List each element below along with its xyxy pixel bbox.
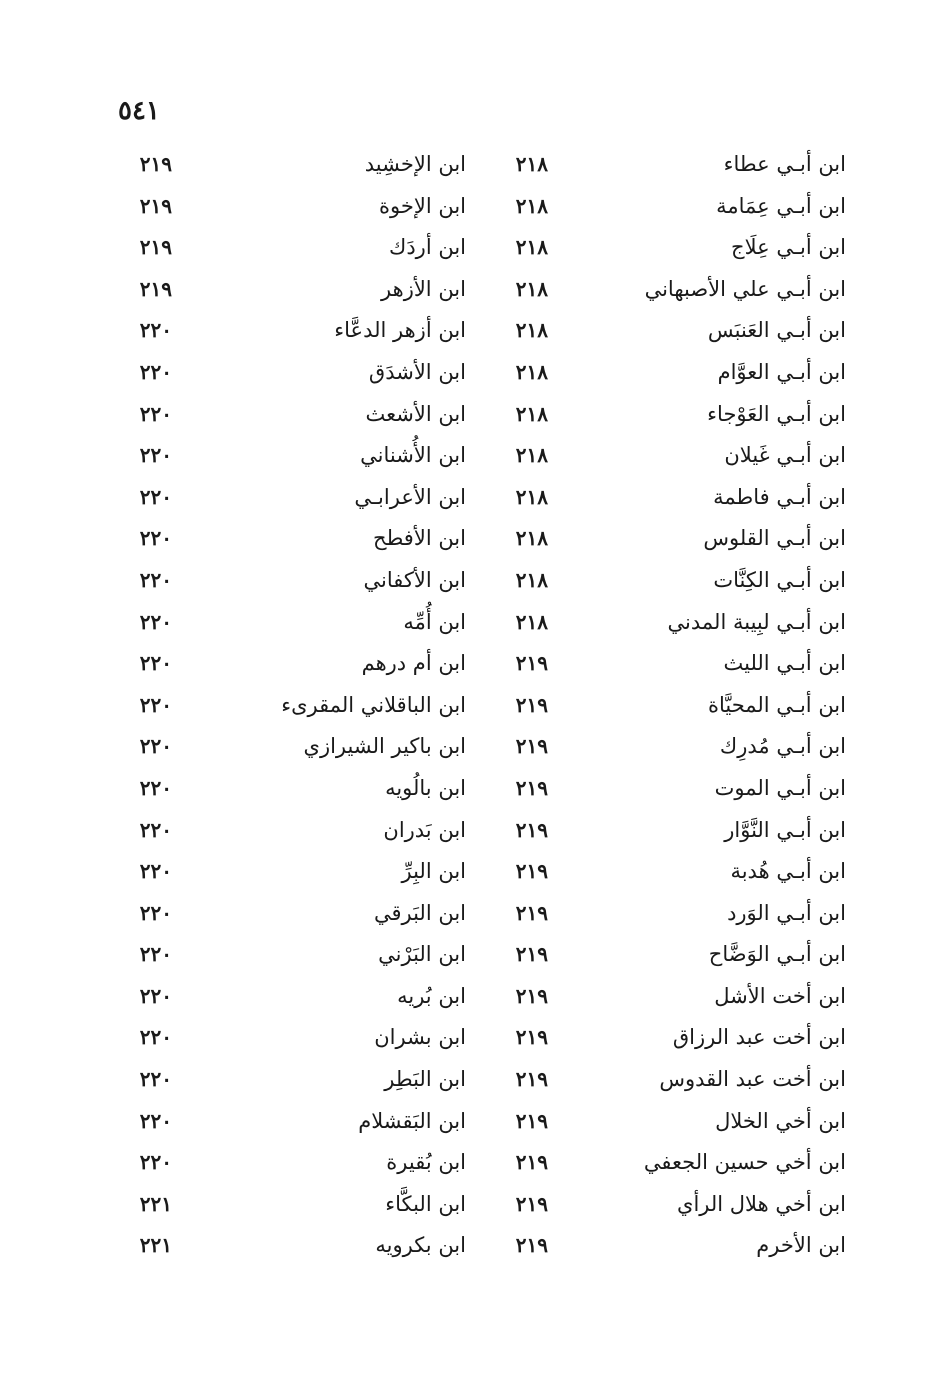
- entry-name-right: ابن أبـي القلوس: [703, 526, 846, 551]
- entry-page-right: ٢١٨: [515, 152, 548, 176]
- entry-page-right: ٢١٨: [515, 526, 548, 551]
- entry-page-left: ٢٢٠: [139, 1108, 172, 1133]
- index-row: [0, 1059, 934, 1101]
- entry-name-left: ابن باكير الشيرازي: [303, 734, 466, 759]
- entry-page-left: ٢١٩: [139, 152, 172, 176]
- entry-name-left: ابن أردَك: [389, 235, 466, 260]
- index-row: [0, 1184, 934, 1226]
- entry-page-right: ٢١٩: [515, 775, 548, 800]
- entry-name-left: ابن الأكفاني: [363, 567, 466, 592]
- entry-name-right: ابن الأخرم: [756, 1233, 846, 1258]
- entry-page-right: ٢١٨: [515, 276, 548, 301]
- entry-page-right: ٢١٩: [515, 942, 548, 967]
- entry-name-left: ابن الأزهر: [381, 276, 466, 301]
- entry-name-right: ابن أبـي الوَرد: [727, 900, 846, 925]
- entry-name-right: ابن أبـي هُدبة: [730, 859, 846, 884]
- entry-name-left: ابن البكَّاء: [385, 1191, 466, 1216]
- index-row: [0, 269, 934, 311]
- index-row: [0, 976, 934, 1018]
- entry-name-right: ابن أبـي العَوْجاء: [707, 401, 846, 426]
- entry-page-right: ٢١٩: [515, 1108, 548, 1133]
- entry-page-right: ٢١٨: [515, 401, 548, 426]
- entry-name-left: ابن بشران: [374, 1025, 466, 1050]
- entry-page-right: ٢١٩: [515, 1150, 548, 1175]
- entry-name-right: ابن أبـي الموت: [714, 775, 846, 800]
- entry-page-right: ٢١٨: [515, 235, 548, 260]
- entry-name-left: ابن البَرْني: [378, 942, 466, 967]
- entry-page-left: ٢٢١: [139, 1191, 172, 1216]
- entry-page-left: ٢٢٠: [139, 692, 172, 717]
- entry-name-right: ابن أبـي عِمَامة: [716, 193, 846, 218]
- entry-page-right: ٢١٨: [515, 484, 548, 509]
- entry-name-left: ابن الأعرابـي: [354, 484, 466, 509]
- entry-name-left: ابن الأفطح: [373, 526, 466, 551]
- index-row: [0, 602, 934, 644]
- entry-name-left: ابن أُمِّه: [403, 609, 466, 634]
- entry-page-right: ٢١٩: [515, 1025, 548, 1050]
- entry-page-left: ٢٢٠: [139, 1025, 172, 1050]
- entry-name-left: ابن بالُويه: [385, 775, 466, 800]
- entry-name-left: ابن بَدران: [383, 817, 466, 842]
- entry-name-right: ابن أخت عبد القدوس: [659, 1067, 846, 1092]
- entry-page-left: ٢١٩: [139, 193, 172, 218]
- entry-page-right: ٢١٩: [515, 817, 548, 842]
- index-row: [0, 477, 934, 519]
- index-row: [0, 310, 934, 352]
- entry-name-left: ابن الأشدَق: [368, 359, 466, 384]
- entry-page-right: ٢١٩: [515, 651, 548, 676]
- entry-page-left: ٢٢٠: [139, 1067, 172, 1092]
- entry-name-left: ابن بكرويه: [375, 1233, 466, 1258]
- entry-name-left: ابن الإخوة: [379, 193, 466, 218]
- entry-name-right: ابن أبـي علي الأصبهاني: [644, 276, 846, 301]
- entry-page-left: ٢٢٠: [139, 443, 172, 468]
- entry-name-left: ابن البَرقي: [373, 900, 466, 925]
- index-row: [0, 186, 934, 228]
- entry-page-left: ٢٢٠: [139, 983, 172, 1008]
- entry-name-right: ابن أبـي المحيَّاة: [707, 692, 846, 717]
- entry-page-left: ٢٢٠: [139, 817, 172, 842]
- entry-page-right: ٢١٩: [515, 983, 548, 1008]
- entry-page-left: ٢٢٠: [139, 942, 172, 967]
- index-row: [0, 768, 934, 810]
- entry-page-left: ٢٢٠: [139, 859, 172, 884]
- index-row: [0, 685, 934, 727]
- index-row: [0, 435, 934, 477]
- entry-page-left: ٢٢٠: [139, 484, 172, 509]
- entry-page-left: ٢٢٠: [139, 318, 172, 343]
- entry-name-left: ابن بُقيرة: [386, 1150, 466, 1175]
- entry-name-left: ابن البَطِر: [384, 1067, 466, 1092]
- index-row: [0, 934, 934, 976]
- entry-page-left: ٢٢٠: [139, 401, 172, 426]
- entry-name-left: ابن البِرِّ: [401, 859, 466, 884]
- entry-name-right: ابن أخي هلال الرأي: [677, 1191, 846, 1216]
- entry-page-left: ٢٢٠: [139, 651, 172, 676]
- entry-page-right: ٢١٨: [515, 318, 548, 343]
- entry-name-left: ابن الإخشِيد: [364, 152, 466, 176]
- index-row: [0, 726, 934, 768]
- index-row: [0, 1017, 934, 1059]
- entry-page-left: ٢٢١: [139, 1233, 172, 1258]
- entry-name-right: ابن أبـي العَنبَس: [707, 318, 846, 343]
- entry-page-right: ٢١٨: [515, 609, 548, 634]
- entry-name-right: ابن أبـي فاطمة: [713, 484, 846, 509]
- entry-name-right: ابن أبـي عطاء: [723, 152, 846, 176]
- entry-name-right: ابن أبـي الليث: [723, 651, 846, 676]
- index-row: [0, 560, 934, 602]
- entry-page-right: ٢١٩: [515, 692, 548, 717]
- entry-page-right: ٢١٩: [515, 734, 548, 759]
- entry-page-right: ٢١٨: [515, 567, 548, 592]
- entry-name-right: ابن أخي حسين الجعفي: [643, 1150, 846, 1175]
- entry-name-right: ابن أبـي غَيلان: [724, 443, 846, 468]
- entry-page-left: ٢٢٠: [139, 359, 172, 384]
- index-row: [0, 810, 934, 852]
- entry-name-right: ابن أخي الخلال: [715, 1108, 846, 1133]
- entry-name-right: ابن أخت عبد الرزاق: [672, 1025, 846, 1050]
- entry-page-right: ٢١٨: [515, 193, 548, 218]
- entry-page-right: ٢١٨: [515, 359, 548, 384]
- entry-page-left: ٢٢٠: [139, 1150, 172, 1175]
- entry-page-left: ٢٢٠: [139, 609, 172, 634]
- entry-name-right: ابن أبـي عِلَاج: [731, 235, 846, 260]
- entry-page-left: ٢١٩: [139, 235, 172, 260]
- entry-name-left: ابن الأُشناني: [360, 443, 466, 468]
- entry-page-left: ٢٢٠: [139, 900, 172, 925]
- index-row: [0, 893, 934, 935]
- entry-name-right: ابن أبـي العوَّام: [717, 359, 846, 384]
- index-row: [0, 1225, 934, 1267]
- index-row: [0, 851, 934, 893]
- entry-name-left: ابن البَقشلام: [358, 1108, 466, 1133]
- index-row: [0, 1101, 934, 1143]
- entry-page-left: ٢١٩: [139, 276, 172, 301]
- entry-page-left: ٢٢٠: [139, 526, 172, 551]
- entry-page-right: ٢١٨: [515, 443, 548, 468]
- entry-page-right: ٢١٩: [515, 1191, 548, 1216]
- entry-page-right: ٢١٩: [515, 1067, 548, 1092]
- entry-name-left: ابن الأشعث: [365, 401, 466, 426]
- entry-name-left: ابن أزهر الدعَّاء: [334, 318, 466, 343]
- entry-name-right: ابن أبـي الكِنَّات: [713, 567, 846, 592]
- index-row: [0, 227, 934, 269]
- entry-name-left: ابن بُريه: [397, 983, 466, 1008]
- index-row: [0, 518, 934, 560]
- index-row: [0, 144, 934, 186]
- entry-name-right: ابن أبـي النَّوَّار: [724, 817, 846, 842]
- entry-page-left: ٢٢٠: [139, 775, 172, 800]
- index-row: [0, 352, 934, 394]
- entry-name-right: ابن أبـي مُدرِك: [719, 734, 846, 759]
- entry-page-right: ٢١٩: [515, 1233, 548, 1258]
- entry-name-right: ابن أبـي الوَضَّاح: [708, 942, 846, 967]
- entry-page-left: ٢٢٠: [139, 567, 172, 592]
- index-row: [0, 394, 934, 436]
- index-row: [0, 643, 934, 685]
- page-number: ٥٤١: [118, 96, 160, 126]
- entry-name-right: ابن أبـي لبِيبة المدني: [667, 609, 846, 634]
- index-list: [0, 144, 934, 1267]
- entry-name-left: ابن أم درهم: [361, 651, 466, 676]
- entry-page-right: ٢١٩: [515, 859, 548, 884]
- entry-page-right: ٢١٩: [515, 900, 548, 925]
- entry-name-right: ابن أخت الأشل: [714, 983, 846, 1008]
- entry-page-left: ٢٢٠: [139, 734, 172, 759]
- entry-name-left: ابن الباقلاني المقرىء: [281, 692, 466, 717]
- index-row: [0, 1142, 934, 1184]
